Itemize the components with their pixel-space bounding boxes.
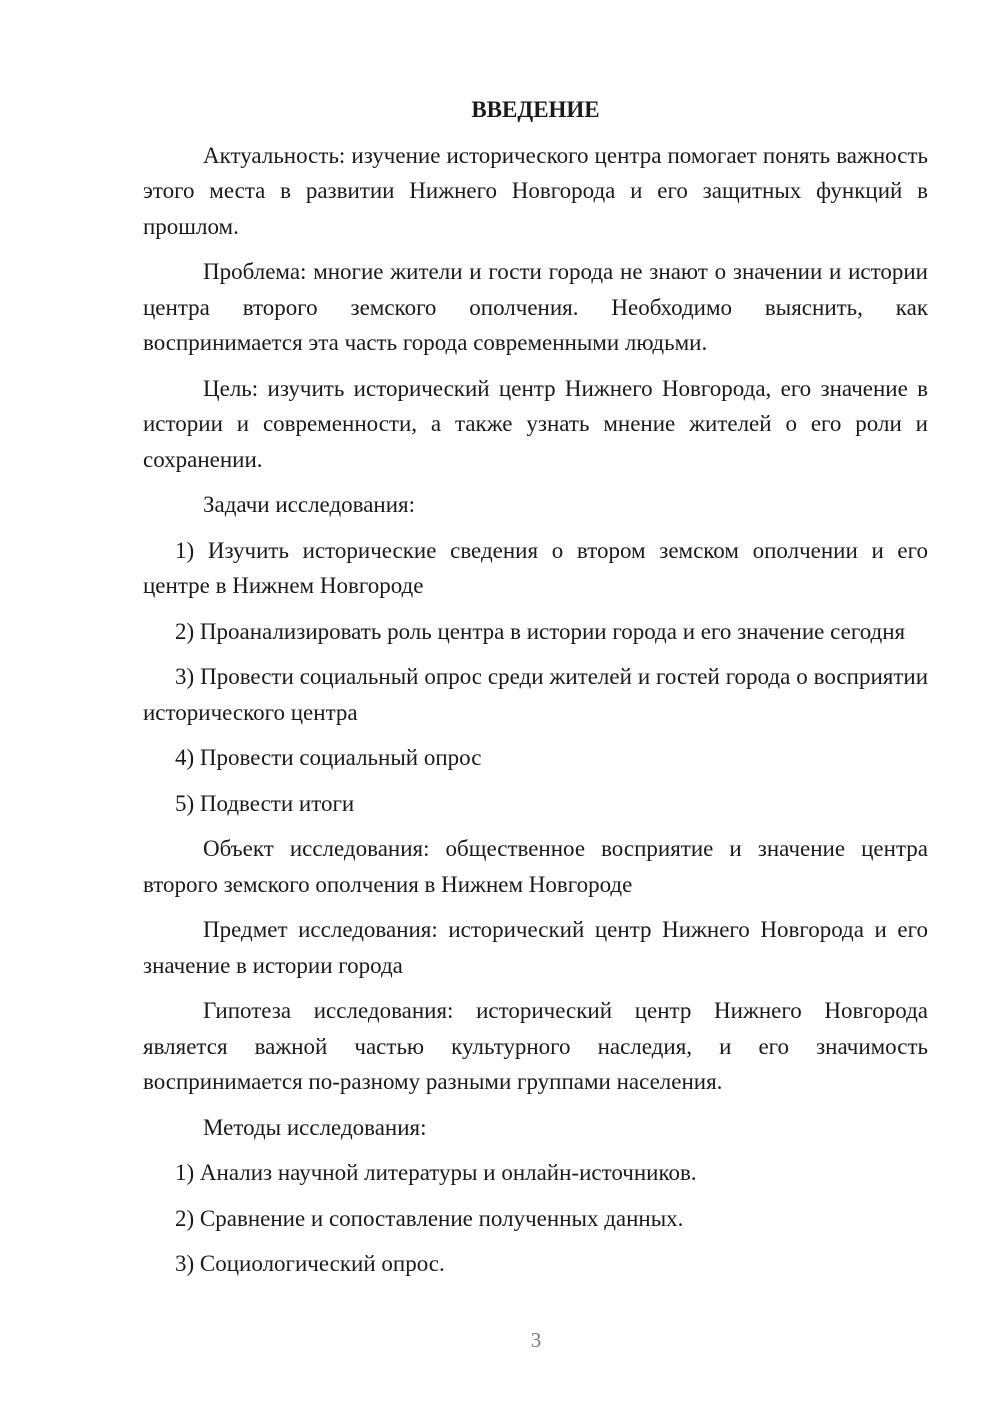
relevance-paragraph: Актуальность: изучение исторического центра помогает понять важность этого места в развитии Нижнего Новгорода и его защитных функций в прошлом. — [143, 142, 928, 239]
problem-paragraph: Проблема: многие жители и гости города не знают о значении и истории центра второго земского ополчения. Необходимо выяснить, как воспринимается эта часть города современными людьми. — [143, 259, 928, 355]
section-title: ВВЕДЕНИЕ — [471, 97, 600, 122]
page-content — [143, 92, 928, 1292]
method-item: 3) Социологический опрос. — [175, 1251, 445, 1276]
task-item: 5) Подвести итоги — [175, 790, 355, 816]
task-item: 2) Проанализировать роль центра в истории города и его значение сегодня — [175, 618, 906, 644]
page-number: 3 — [530, 1328, 542, 1352]
method-item: 1) Анализ научной литературы и онлайн-источников. — [175, 1160, 697, 1185]
subject-paragraph: Предмет исследования: исторический центр Нижнего Новгорода и его значение в истории города — [143, 917, 928, 978]
task-item: 4) Провести социальный опрос — [175, 745, 482, 770]
task-item: 1) Изучить исторические сведения о втором земском ополчении и его центре в Нижнем Новгороде — [143, 537, 928, 598]
task-item: 3) Провести социальный опрос среди жителей и гостей города о восприятии исторического центра — [143, 664, 928, 725]
hypothesis-paragraph: Гипотеза исследования: исторический центр Нижнего Новгорода является важной частью культурного наследия, и его значимость воспринимается по-разному разными группами населения. — [143, 998, 928, 1094]
methods-heading: Методы исследования: — [203, 1114, 427, 1140]
method-item: 2) Сравнение и сопоставление полученных данных. — [175, 1205, 684, 1231]
goal-paragraph: Цель: изучить исторический центр Нижнего Новгорода, его значение в истории и современности, а также узнать мнение жителей о его роли и сохранении. — [143, 375, 928, 472]
object-paragraph: Объект исследования: общественное восприятие и значение центра второго земского ополчения в Нижнем Новгороде — [143, 836, 928, 897]
tasks-heading: Задачи исследования: — [203, 492, 416, 517]
